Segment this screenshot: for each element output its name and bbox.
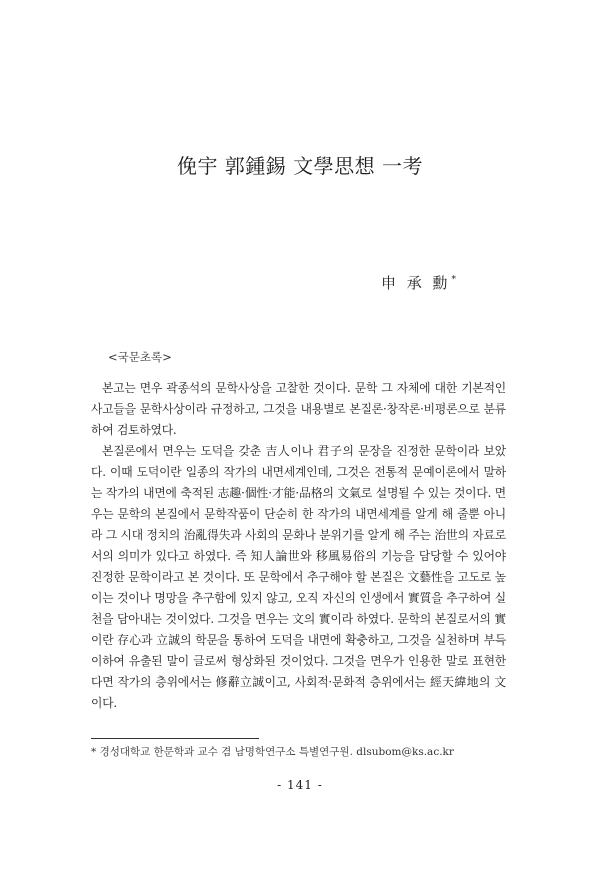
author-footnote-mark: * — [451, 275, 456, 285]
page-number: - 141 - — [277, 778, 323, 792]
paper-title: 俛宇 郭鍾錫 文學思想 一考 — [176, 154, 424, 178]
author-block — [381, 272, 456, 293]
footnote-divider — [91, 738, 259, 739]
abstract-paragraph: 본질론에서 면우는 도덕을 갖춘 吉人이나 君子의 문장을 진정한 문학이라 보았다. 이때 도덕이란 일종의 작가의 내면세계인데, 그것은 전통적 문예이론에서 말하는 작가의 내면에 축적된 志趣·個性·才能·品格의 文氣로 설명될 수 있는 것이다. 면우는 문학의 본질에서 문학작품이 단순히 한 작가의 내면세계를 알게 해 줄뿐 아니라 그 시대 정치의 治亂得失과 사회의 문화나 분위기를 알게 해 주는 治世의 자료로서의 의미가 있다고 하였다. 즉 知人論世와 移風易俗의 기능을 담당할 수 있어야 진정한 문학이라고 본 것이다. 또 문학에서 추구해야 할 본질은 文藝性을 고도로 높이는 것이나 명망을 추구함에 있지 않고, 오직 자신의 인생에서 實質을 추구하여 실천을 담아내는 것이었다. 그것을 면우는 文의 實이라 하였다. 문학의 본질로서의 實이란 存心과 立誠의 학문을 통하여 도덕을 내면에 확충하고, 그것을 실천하며 부득이하여 유출된 말이 글로써 형상화된 것이었다. 그것을 면우가 인용한 말로 표현한다면 작가의 층위에서는 修辭立誠이고, 사회적·문화적 층위에서는 經天緯地의 文이다. — [91, 444, 506, 710]
author-footnote: * 경성대학교 한문학과 교수 겸 남명학연구소 특별연구원. dlsubom@ks.ac.kr — [91, 746, 454, 758]
abstract-paragraph: 본고는 면우 곽종석의 문학사상을 고찰한 것이다. 문학 그 자체에 대한 기본적인 사고들을 문학사상이라 규정하고, 그것을 내용별로 본질론·창작론·비평론으로 분류하여 검토하였다. — [91, 381, 506, 437]
author-name: 申 承 勳 — [380, 274, 451, 292]
abstract-label: <국문초록> — [108, 350, 172, 364]
abstract-body — [91, 378, 506, 714]
